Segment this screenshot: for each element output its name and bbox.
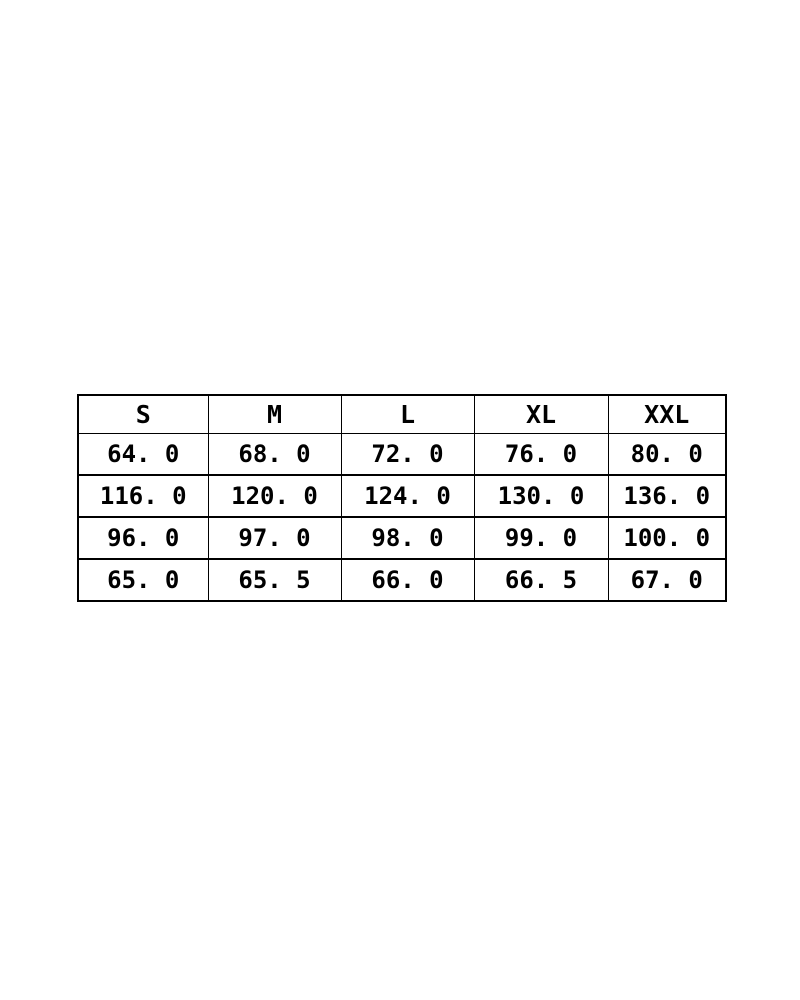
value-cell: 124. 0 xyxy=(341,475,474,517)
header-cell-xxl: XXL xyxy=(608,395,726,434)
value-cell: 116. 0 xyxy=(78,475,208,517)
value-cell: 76. 0 xyxy=(474,434,608,476)
table-row xyxy=(78,517,726,559)
value-cell: 130. 0 xyxy=(474,475,608,517)
value-cell: 80. 0 xyxy=(608,434,726,476)
value-cell: 66. 0 xyxy=(341,559,474,601)
value-cell: 67. 0 xyxy=(608,559,726,601)
value-cell: 120. 0 xyxy=(208,475,341,517)
value-cell: 100. 0 xyxy=(608,517,726,559)
header-cell-l: L xyxy=(341,395,474,434)
value-cell: 99. 0 xyxy=(474,517,608,559)
size-chart-header-row xyxy=(78,395,726,434)
value-cell: 68. 0 xyxy=(208,434,341,476)
value-cell: 64. 0 xyxy=(78,434,208,476)
value-cell: 65. 5 xyxy=(208,559,341,601)
header-cell-xl: XL xyxy=(474,395,608,434)
size-chart-table xyxy=(77,394,727,602)
table-row xyxy=(78,559,726,601)
header-cell-s: S xyxy=(78,395,208,434)
value-cell: 98. 0 xyxy=(341,517,474,559)
table-row xyxy=(78,475,726,517)
value-cell: 72. 0 xyxy=(341,434,474,476)
value-cell: 97. 0 xyxy=(208,517,341,559)
value-cell: 66. 5 xyxy=(474,559,608,601)
table-row xyxy=(78,434,726,476)
header-cell-m: M xyxy=(208,395,341,434)
value-cell: 96. 0 xyxy=(78,517,208,559)
value-cell: 136. 0 xyxy=(608,475,726,517)
value-cell: 65. 0 xyxy=(78,559,208,601)
